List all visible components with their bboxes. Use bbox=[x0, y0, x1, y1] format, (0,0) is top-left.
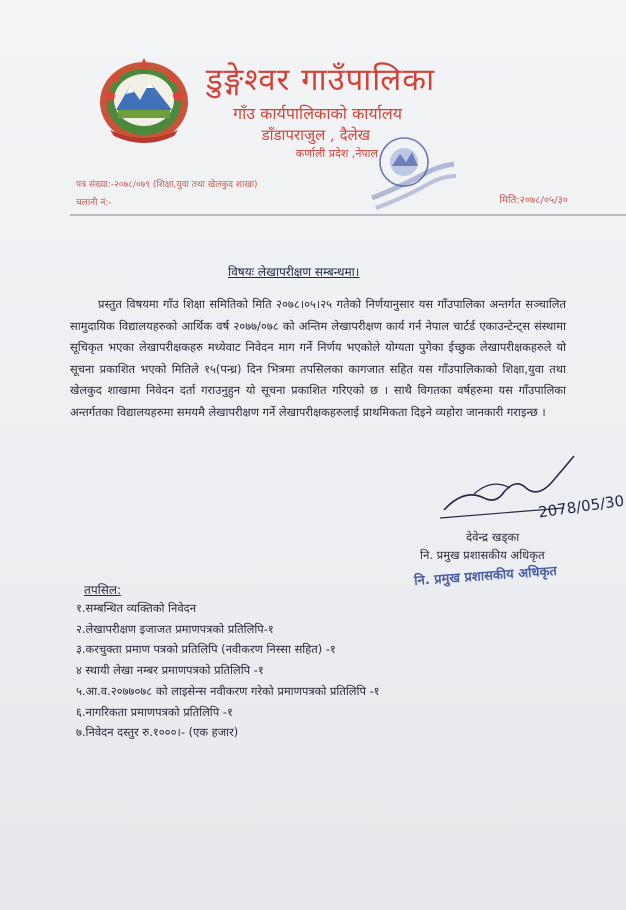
municipality-name: डुङ्गेश्वर गाउँपालिका bbox=[206, 62, 436, 98]
letter-reference-number: पत्र संख्या:-२०७८/०७९ (शिक्षा,युवा तथा खेलकुद शाखा) bbox=[76, 180, 258, 190]
signatory-title: नि. प्रमुख प्रशासकीय अधिकृत bbox=[420, 548, 545, 562]
office-round-stamp bbox=[368, 128, 460, 214]
enclosures-heading: तपसिल: bbox=[84, 583, 122, 597]
office-name: गाँउ कार्यपालिकाको कार्यालय bbox=[233, 104, 402, 123]
list-item: १.सम्बन्धित व्यक्तिको निवेदन bbox=[76, 601, 197, 615]
enclosures-list bbox=[76, 598, 380, 743]
office-location: डाँडापराजुल , दैलेख bbox=[261, 126, 370, 144]
letter-date: मिति:२०७८/०५/३० bbox=[499, 195, 568, 206]
dispatch-number: चलानी नं:- bbox=[76, 198, 112, 208]
header-divider bbox=[70, 214, 626, 216]
province-line: कर्णाली प्रदेश ,नेपाल bbox=[295, 147, 378, 160]
handwritten-signature bbox=[434, 448, 626, 528]
list-item: ५.आ.व.२०७७०७८ को लाइसेन्स नवीकरण गरेको प्रमाणपत्रको प्रतिलिपि -१ bbox=[76, 683, 380, 698]
signatory-name: देवेन्द्र खड्का bbox=[466, 530, 520, 544]
list-item: ७.निवेदन दस्तुर रु.१०००।- (एक हजार) bbox=[76, 725, 239, 740]
signature-date: 2078/05/30 bbox=[537, 491, 626, 522]
letter-body: प्रस्तुत विषयमा गाँउ शिक्षा समितिको मिति २०७८।०५।२५ गतेको निर्णयानुसार यस गाँउपालिका अन्तर्गत सञ्चालित सामुदायिक विद्यालयहरुको आर्थिक वर्ष २०७७/०७८ को अन्तिम लेखापरीक्षण कार्य गर्न नेपाल चार्टर्ड एकाउन्टेन्ट्स संस्थामा सूचिकृत भएका लेखापरीक्षकहरु मध्येवाट निवेदन माग गर्ने निर्णय भएकोले योग्यता पुगेका ईच्छुक लेखापरीक्षकहरुले यो सूचना प्रकाशित भएको मितिले १५(पन्ध्र) दिन भित्रमा तपसिलका कागजात सहित यस गाँउपालिकाको शिक्षा,युवा तथा खेलकुद शाखामा निवेदन दर्ता गराउनुहुन यो सूचना प्रकाशित गरिएको छ । साथै विगतका वर्षहरुमा यस गाँउपालिका अन्तर्गतका विद्यालयहरुमा समयमै लेखापरीक्षण गर्ने लेखापरीक्षकहरुलाई प्राथमिकता दिइने व्यहोरा जानकारी गराइन्छ । bbox=[70, 297, 566, 419]
list-item: २.लेखापरीक्षण इजाजत प्रमाणपत्रको प्रतिलिपि-१ bbox=[76, 621, 274, 636]
list-item: ४ स्थायी लेखा नम्बर प्रमाणपत्रको प्रतिलिपि -१ bbox=[76, 663, 264, 678]
list-item: ३.करचुक्ता प्रमाण पत्रको प्रतिलिपि (नवीकरण निस्सा सहित) -१ bbox=[76, 642, 336, 657]
designation-stamp: नि. प्रमुख प्रशासकीय अधिकृत bbox=[413, 564, 558, 589]
letter-subject: विषयः लेखापरीक्षण सम्बन्धमा। bbox=[228, 265, 360, 279]
list-item: ६.नागरिकता प्रमाणपत्रको प्रतिलिपि -१ bbox=[76, 704, 233, 719]
